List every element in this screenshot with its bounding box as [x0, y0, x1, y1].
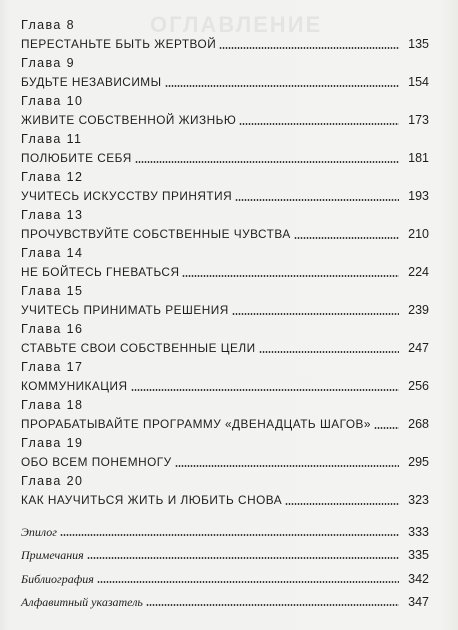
toc-row: [21, 340, 429, 356]
page-number: 335: [408, 548, 429, 562]
toc-entry-chapter-13[interactable]: [21, 207, 429, 245]
dot-leader: [60, 534, 399, 536]
dot-leader: [232, 313, 399, 315]
toc-entry-chapter-10[interactable]: [21, 93, 429, 131]
page-number: 347: [408, 595, 429, 609]
chapter-title[interactable]: ПРОРАБАТЫВАЙТЕ ПРОГРАММУ «ДВЕНАДЦАТЬ ШАГОВ»: [21, 417, 371, 431]
chapter-number: Глава 12: [21, 170, 84, 184]
toc-row: [21, 416, 429, 432]
back-matter-title[interactable]: Эпилог: [21, 524, 57, 539]
toc-entry-epilogue[interactable]: [21, 516, 429, 540]
dot-leader: [259, 351, 399, 353]
chapter-number: Глава 9: [21, 56, 75, 70]
page-number: 210: [408, 227, 429, 241]
page-number: 135: [408, 37, 429, 51]
toc-entry-chapter-15[interactable]: [21, 283, 429, 321]
page-number: 323: [408, 493, 429, 507]
toc-entry-chapter-18[interactable]: [21, 397, 429, 435]
toc-row: [21, 264, 429, 280]
toc-entry-index[interactable]: [21, 587, 429, 611]
chapter-title[interactable]: ЖИВИТЕ СОБСТВЕННОЙ ЖИЗНЬЮ: [21, 113, 237, 127]
dot-leader: [235, 199, 399, 201]
toc-entry-chapter-12[interactable]: [21, 169, 429, 207]
toc-row: [21, 74, 429, 90]
back-matter-title[interactable]: Алфавитный указатель: [21, 595, 143, 609]
toc-entry-chapter-20[interactable]: [21, 473, 429, 511]
bleed-through-heading: ОГЛАВЛЕНИЕ: [150, 12, 323, 37]
back-matter-list: [21, 516, 429, 610]
toc-row: [21, 188, 429, 204]
chapter-title[interactable]: ПЕРЕСТАНЬТЕ БЫТЬ ЖЕРТВОЙ: [21, 37, 217, 51]
page-number: 268: [408, 417, 429, 431]
chapter-number: Глава 15: [21, 284, 84, 298]
chapter-number: Глава 13: [21, 208, 84, 222]
dot-leader: [165, 85, 399, 87]
page-number: 256: [408, 379, 429, 393]
chapter-title[interactable]: КАК НАУЧИТЬСЯ ЖИТЬ И ЛЮБИТЬ СНОВА: [21, 493, 283, 507]
chapter-title[interactable]: ОБО ВСЕМ ПОНЕМНОГУ: [21, 455, 172, 469]
dot-leader: [97, 581, 399, 583]
toc-entry-chapter-11[interactable]: [21, 131, 429, 169]
chapter-number: Глава 19: [21, 436, 84, 450]
chapter-number: Глава 14: [21, 246, 84, 260]
page-number: 239: [408, 303, 429, 317]
chapter-number: Глава 8: [21, 18, 75, 32]
dot-leader: [182, 275, 399, 277]
toc-row: [21, 492, 429, 508]
chapter-number: Глава 11: [21, 132, 83, 146]
dot-leader: [131, 389, 399, 391]
toc-row: [21, 378, 429, 394]
page-number: 181: [408, 151, 429, 165]
toc-entry-bibliography[interactable]: [21, 563, 429, 587]
chapter-number: Глава 10: [21, 94, 84, 108]
toc-entry-chapter-9[interactable]: [21, 55, 429, 93]
page-number: 333: [408, 524, 429, 539]
page-number: 224: [408, 265, 429, 279]
toc-row: [21, 112, 429, 128]
dot-leader: [294, 237, 399, 239]
toc-entry-chapter-14[interactable]: [21, 245, 429, 283]
chapter-number: Глава 17: [21, 360, 84, 374]
dot-leader: [135, 161, 399, 163]
toc-entry-chapter-17[interactable]: [21, 359, 429, 397]
dot-leader: [239, 123, 399, 125]
chapter-title[interactable]: УЧИТЕСЬ ПРИНИМАТЬ РЕШЕНИЯ: [21, 303, 229, 317]
dot-leader: [146, 604, 399, 606]
chapter-number: Глава 20: [21, 474, 84, 488]
dot-leader: [219, 47, 399, 49]
toc-row: [21, 36, 429, 52]
back-matter-title[interactable]: Библиография: [21, 571, 94, 586]
page-number: 342: [408, 571, 429, 586]
toc-row: [21, 302, 429, 318]
dot-leader: [87, 557, 399, 559]
toc-row: [21, 454, 429, 470]
page-number: 173: [408, 113, 429, 127]
toc-entry-chapter-16[interactable]: [21, 321, 429, 359]
toc-entry-notes[interactable]: [21, 540, 429, 564]
toc-entry-chapter-19[interactable]: [21, 435, 429, 473]
page-number: 154: [408, 75, 429, 89]
dot-leader: [374, 427, 399, 429]
chapter-number: Глава 16: [21, 322, 84, 336]
chapter-title[interactable]: СТАВЬТЕ СВОИ СОБСТВЕННЫЕ ЦЕЛИ: [21, 341, 256, 355]
chapter-title[interactable]: КОММУНИКАЦИЯ: [21, 379, 128, 393]
dot-leader: [285, 503, 399, 505]
chapter-title[interactable]: УЧИТЕСЬ ИСКУССТВУ ПРИНЯТИЯ: [21, 189, 233, 203]
dot-leader: [175, 465, 399, 467]
page-number: 247: [408, 341, 429, 355]
chapter-title[interactable]: ПОЛЮБИТЕ СЕБЯ: [21, 151, 132, 165]
chapter-title[interactable]: НЕ БОЙТЕСЬ ГНЕВАТЬСЯ: [21, 265, 180, 279]
page-number: 193: [408, 189, 429, 203]
chapter-title[interactable]: БУДЬТЕ НЕЗАВИСИМЫ: [21, 75, 162, 89]
toc-entry-chapter-8[interactable]: [21, 17, 429, 55]
chapter-title[interactable]: ПРОЧУВСТВУЙТЕ СОБСТВЕННЫЕ ЧУВСТВА: [21, 227, 291, 241]
back-matter-title[interactable]: Примечания: [21, 548, 84, 562]
table-of-contents: [21, 17, 429, 511]
page-number: 295: [408, 455, 429, 469]
chapter-number: Глава 18: [21, 398, 84, 412]
toc-row: [21, 150, 429, 166]
toc-row: [21, 226, 429, 242]
